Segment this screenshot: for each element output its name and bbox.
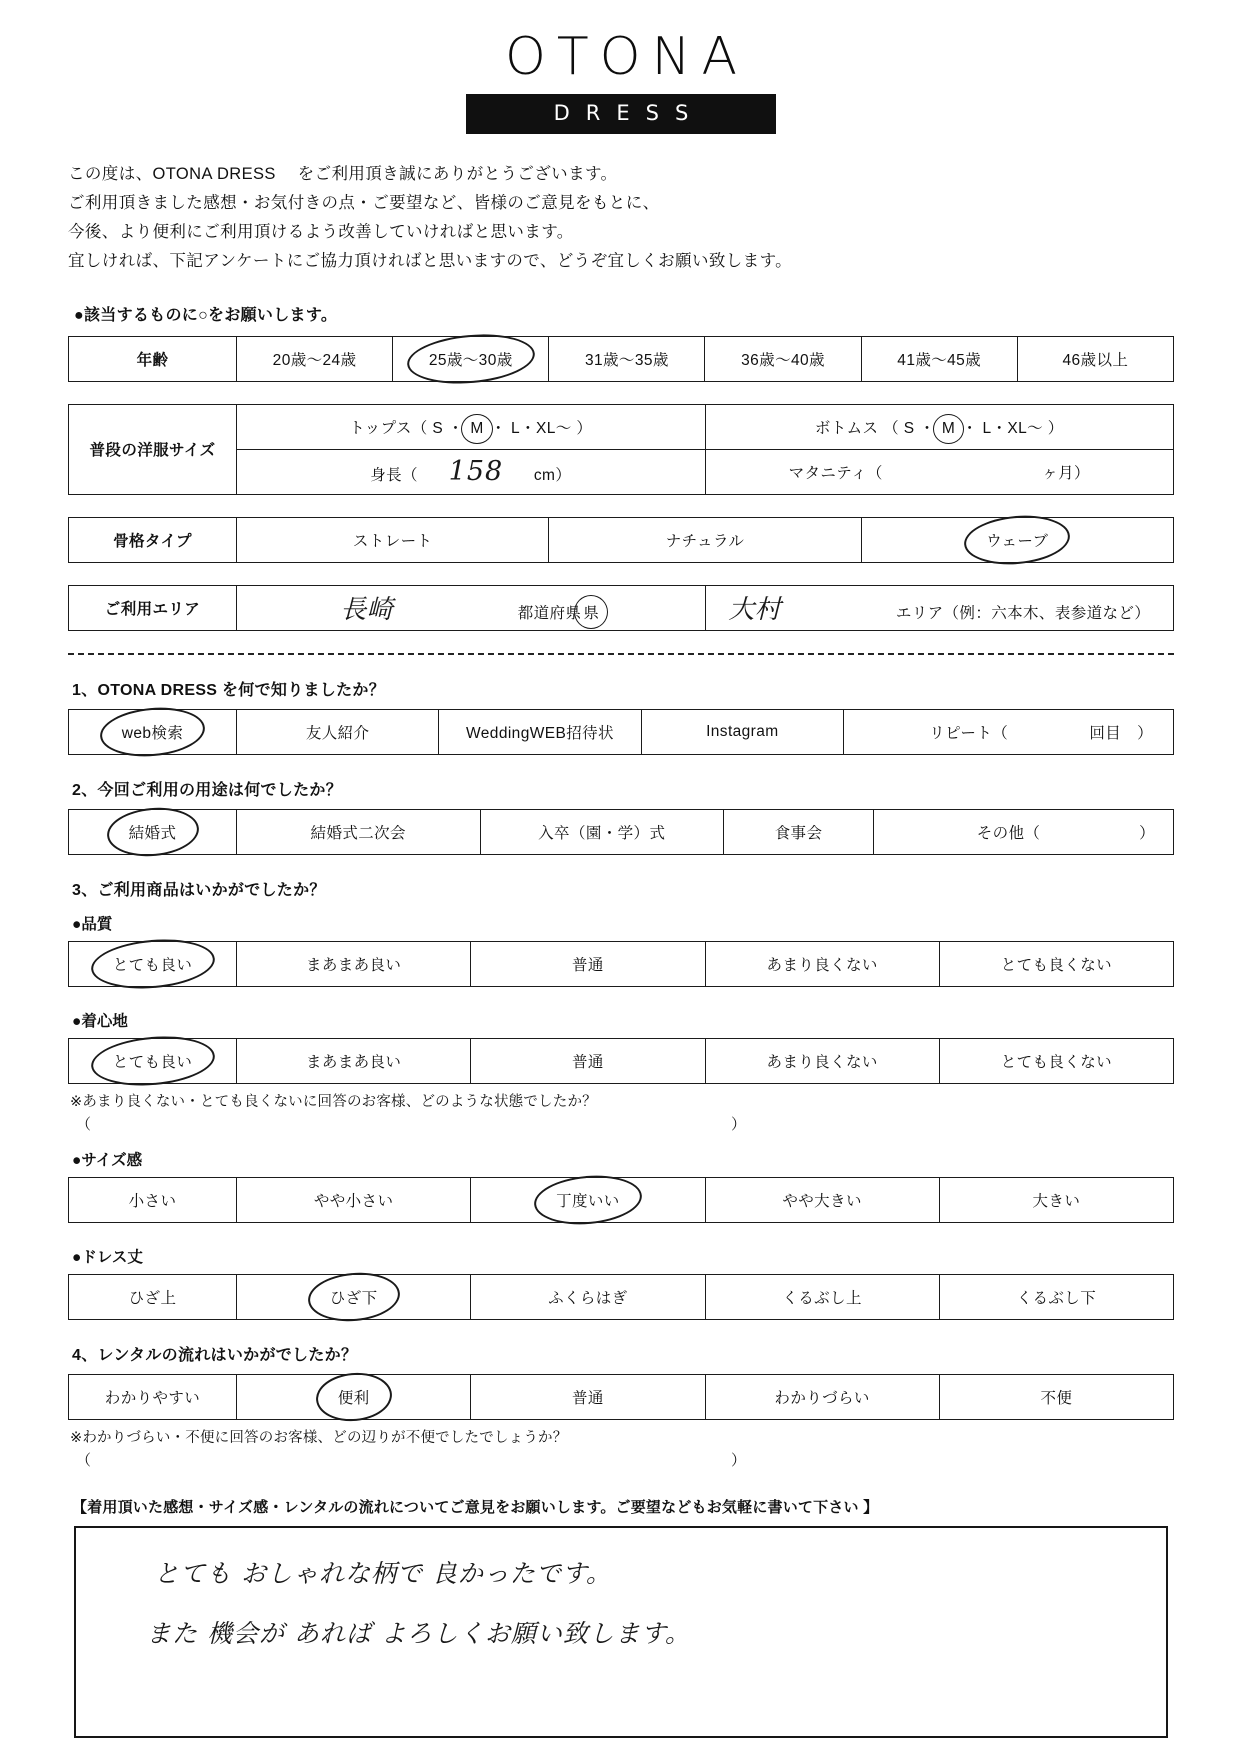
free-comment-box[interactable] [74,1526,1168,1738]
q3-comfort-note: ※あまり良くない・とても良くないに回答のお客様、どのような状態でしたか？ [70,1093,597,1110]
maternity-unit: ヶ月） [1042,464,1090,482]
length-option-0[interactable]: ひざ上 [69,1274,237,1319]
q3-size-label: ●サイズ感 [72,1151,143,1169]
intro-line-2: ご利用頂きました感想・お気付きの点・ご要望など、皆様のご意見をもとに、 [68,193,660,212]
q3-comfort-open-answer[interactable] [76,1113,1174,1134]
q2-other-tail: ） [1139,824,1155,842]
q3-title: 3、ご利用商品はいかがでしたか？ [72,881,326,899]
size-option-0[interactable]: 小さい [69,1177,237,1222]
age-option-1[interactable] [393,336,549,381]
free-comment-line-2: また 機会が あれば よろしくお願い致します。 [146,1618,691,1648]
tops-prefix: トップス（ S ・ [349,419,464,437]
table-row [69,709,1174,754]
q4-option-0[interactable]: わかりやすい [69,1374,237,1419]
comfort-paren-left: （ [76,1115,92,1133]
skeleton-type-table [68,517,1174,563]
area-value: 大村 [728,595,782,626]
comfort-paren-right: ） [731,1115,747,1133]
bottoms-selected-mark: M [941,419,956,437]
skeleton-option-2[interactable] [861,517,1173,562]
age-table [68,336,1174,382]
section-divider [68,653,1174,655]
instruction-text: ●該当するものに○をお願いします。 [74,306,338,324]
table-row [69,941,1174,986]
brand-logo [68,0,1174,134]
q1-table [68,709,1174,755]
table-row [69,1177,1174,1222]
q2-option-3[interactable]: 食事会 [724,809,874,854]
size-option-4[interactable]: 大きい [939,1177,1173,1222]
height-cell[interactable] [237,449,706,494]
q4-option-3[interactable]: わかりづらい [705,1374,939,1419]
q1-repeat-tail: 回目 ） [1089,724,1153,742]
quality-option-3[interactable]: あまり良くない [705,941,939,986]
area-table [68,585,1174,631]
q3-length-label: ●ドレス丈 [72,1248,143,1266]
clothing-size-table [68,404,1174,495]
q1-option-2[interactable]: WeddingWEB招待状 [439,709,641,754]
size-option-1[interactable]: やや小さい [237,1177,471,1222]
skeleton-option-1[interactable]: ナチュラル [549,517,861,562]
q4-option-1[interactable] [237,1374,471,1419]
height-unit: cm） [533,467,572,485]
age-option-3[interactable]: 36歳～40歳 [705,336,861,381]
quality-option-0[interactable] [69,941,237,986]
length-option-1[interactable] [237,1274,471,1319]
table-row [69,809,1174,854]
maternity-cell[interactable] [705,449,1174,494]
length-selected-mark: ひざ下 [324,1284,384,1310]
bottoms-prefix: ボトムス （ S ・ [814,419,936,437]
q4-table [68,1374,1174,1420]
q4-paren-right: ） [731,1451,747,1469]
q4-option-4[interactable]: 不便 [939,1374,1173,1419]
intro-line-3: 今後、より便利にご利用頂けるよう改善していければと思います。 [68,222,574,241]
length-option-4[interactable]: くるぶし下 [939,1274,1173,1319]
quality-option-4[interactable]: とても良くない [939,941,1173,986]
age-option-4[interactable]: 41歳～45歳 [861,336,1017,381]
height-value: 158 [448,456,504,488]
comfort-option-3[interactable]: あまり良くない [705,1038,939,1083]
comfort-option-4[interactable]: とても良くない [939,1038,1173,1083]
maternity-label: マタニティ（ [788,464,883,482]
tops-size-cell[interactable] [237,404,706,449]
intro-line-4: 宜しければ、下記アンケートにご協力頂ければと思いますので、どうぞ宜しくお願い致します。 [68,251,793,270]
area-value-cell[interactable] [705,585,1174,630]
area-label: ご利用エリア [69,585,237,630]
quality-option-1[interactable]: まあまあ良い [237,941,471,986]
length-option-3[interactable]: くるぶし上 [705,1274,939,1319]
bottoms-size-cell[interactable] [705,404,1174,449]
table-row [69,517,1174,562]
free-comment-heading: 【着用頂いた感想・サイズ感・レンタルの流れについてご意見をお願いします。ご要望などもお気軽に書いて下さい 】 [72,1498,879,1516]
q4-selected-mark: 便利 [332,1384,376,1410]
comfort-option-1[interactable]: まあまあ良い [237,1038,471,1083]
q3-comfort-table [68,1038,1174,1084]
q3-size-table [68,1177,1174,1223]
skeleton-selected-mark: ウェーブ [980,527,1054,553]
age-label: 年齢 [69,336,237,381]
prefecture-cell[interactable] [237,585,706,630]
quality-option-2[interactable]: 普通 [471,941,705,986]
table-row [69,1038,1174,1083]
table-row [69,585,1174,630]
age-option-2[interactable]: 31歳～35歳 [549,336,705,381]
q4-option-2[interactable]: 普通 [471,1374,705,1419]
height-label: 身長（ [370,467,418,485]
q2-option-1[interactable]: 結婚式二次会 [237,809,481,854]
table-row [69,404,1174,449]
table-row [69,1274,1174,1319]
q3-quality-table [68,941,1174,987]
brand-name: OTONA [504,27,749,87]
comfort-selected-mark: とても良い [107,1048,199,1074]
skeleton-option-0[interactable]: ストレート [237,517,549,562]
q3-comfort-label: ●着心地 [72,1012,128,1030]
q1-title: 1、OTONA DRESS を何で知りましたか？ [72,681,386,699]
free-comment-line-1: とても おしゃれな柄で 良かったです。 [154,1558,612,1588]
q1-option-3[interactable]: Instagram [641,709,843,754]
prefecture-label: 都道府県 [517,605,582,623]
q2-title: 2、今回ご利用の用途は何でしたか？ [72,781,342,799]
q1-option-4[interactable]: リピート（ 回目 ） [844,709,1174,754]
age-option-0[interactable]: 20歳～24歳 [237,336,393,381]
size-option-3[interactable]: やや大きい [705,1177,939,1222]
q1-selected-mark: web検索 [116,719,189,745]
q4-note: ※わかりづらい・不便に回答のお客様、どの辺りが不便でしたでしょうか？ [70,1429,568,1446]
q3-length-table [68,1274,1174,1320]
prefecture-circled-mark: 県 [581,601,601,623]
comfort-option-2[interactable]: 普通 [471,1038,705,1083]
q1-option-0[interactable] [69,709,237,754]
size-selected-mark: 丁度いい [550,1187,626,1213]
table-row [69,1374,1174,1419]
q2-option-4[interactable]: その他（ ） [874,809,1174,854]
length-option-2[interactable]: ふくらはぎ [471,1274,705,1319]
q2-option-2[interactable]: 入卒（園・学）式 [480,809,724,854]
q2-selected-mark: 結婚式 [123,819,183,845]
clothing-size-label: 普段の洋服サイズ [69,404,237,494]
q1-option-1[interactable]: 友人紹介 [237,709,439,754]
size-option-2[interactable] [471,1177,705,1222]
prefecture-value: 長崎 [340,595,394,626]
brand-subtitle: DRESS [466,94,776,134]
table-row [69,336,1174,381]
tops-selected-mark: M [470,419,484,437]
age-selected-mark: 25歳～30歳 [423,346,519,372]
bottoms-suffix: ・ L・XL～ ） [961,419,1064,437]
intro-paragraph [68,160,1174,276]
skeleton-label: 骨格タイプ [69,517,237,562]
q4-title: 4、レンタルの流れはいかがでしたか？ [72,1346,358,1364]
age-option-5[interactable]: 46歳以上 [1017,336,1173,381]
q2-table [68,809,1174,855]
area-example-label: エリア（例：六本木、表参道など） [895,605,1151,623]
q2-option-0[interactable] [69,809,237,854]
q4-paren-left: （ [76,1451,92,1469]
tops-suffix: ・ L・XL～ ） [490,419,593,437]
q3-quality-label: ●品質 [72,915,113,933]
comfort-option-0[interactable] [69,1038,237,1083]
intro-line-1: この度は、OTONA DRESS をご利用頂き誠にありがとうございます。 [68,164,618,183]
q4-open-answer[interactable] [76,1449,1174,1470]
quality-selected-mark: とても良い [107,951,199,977]
